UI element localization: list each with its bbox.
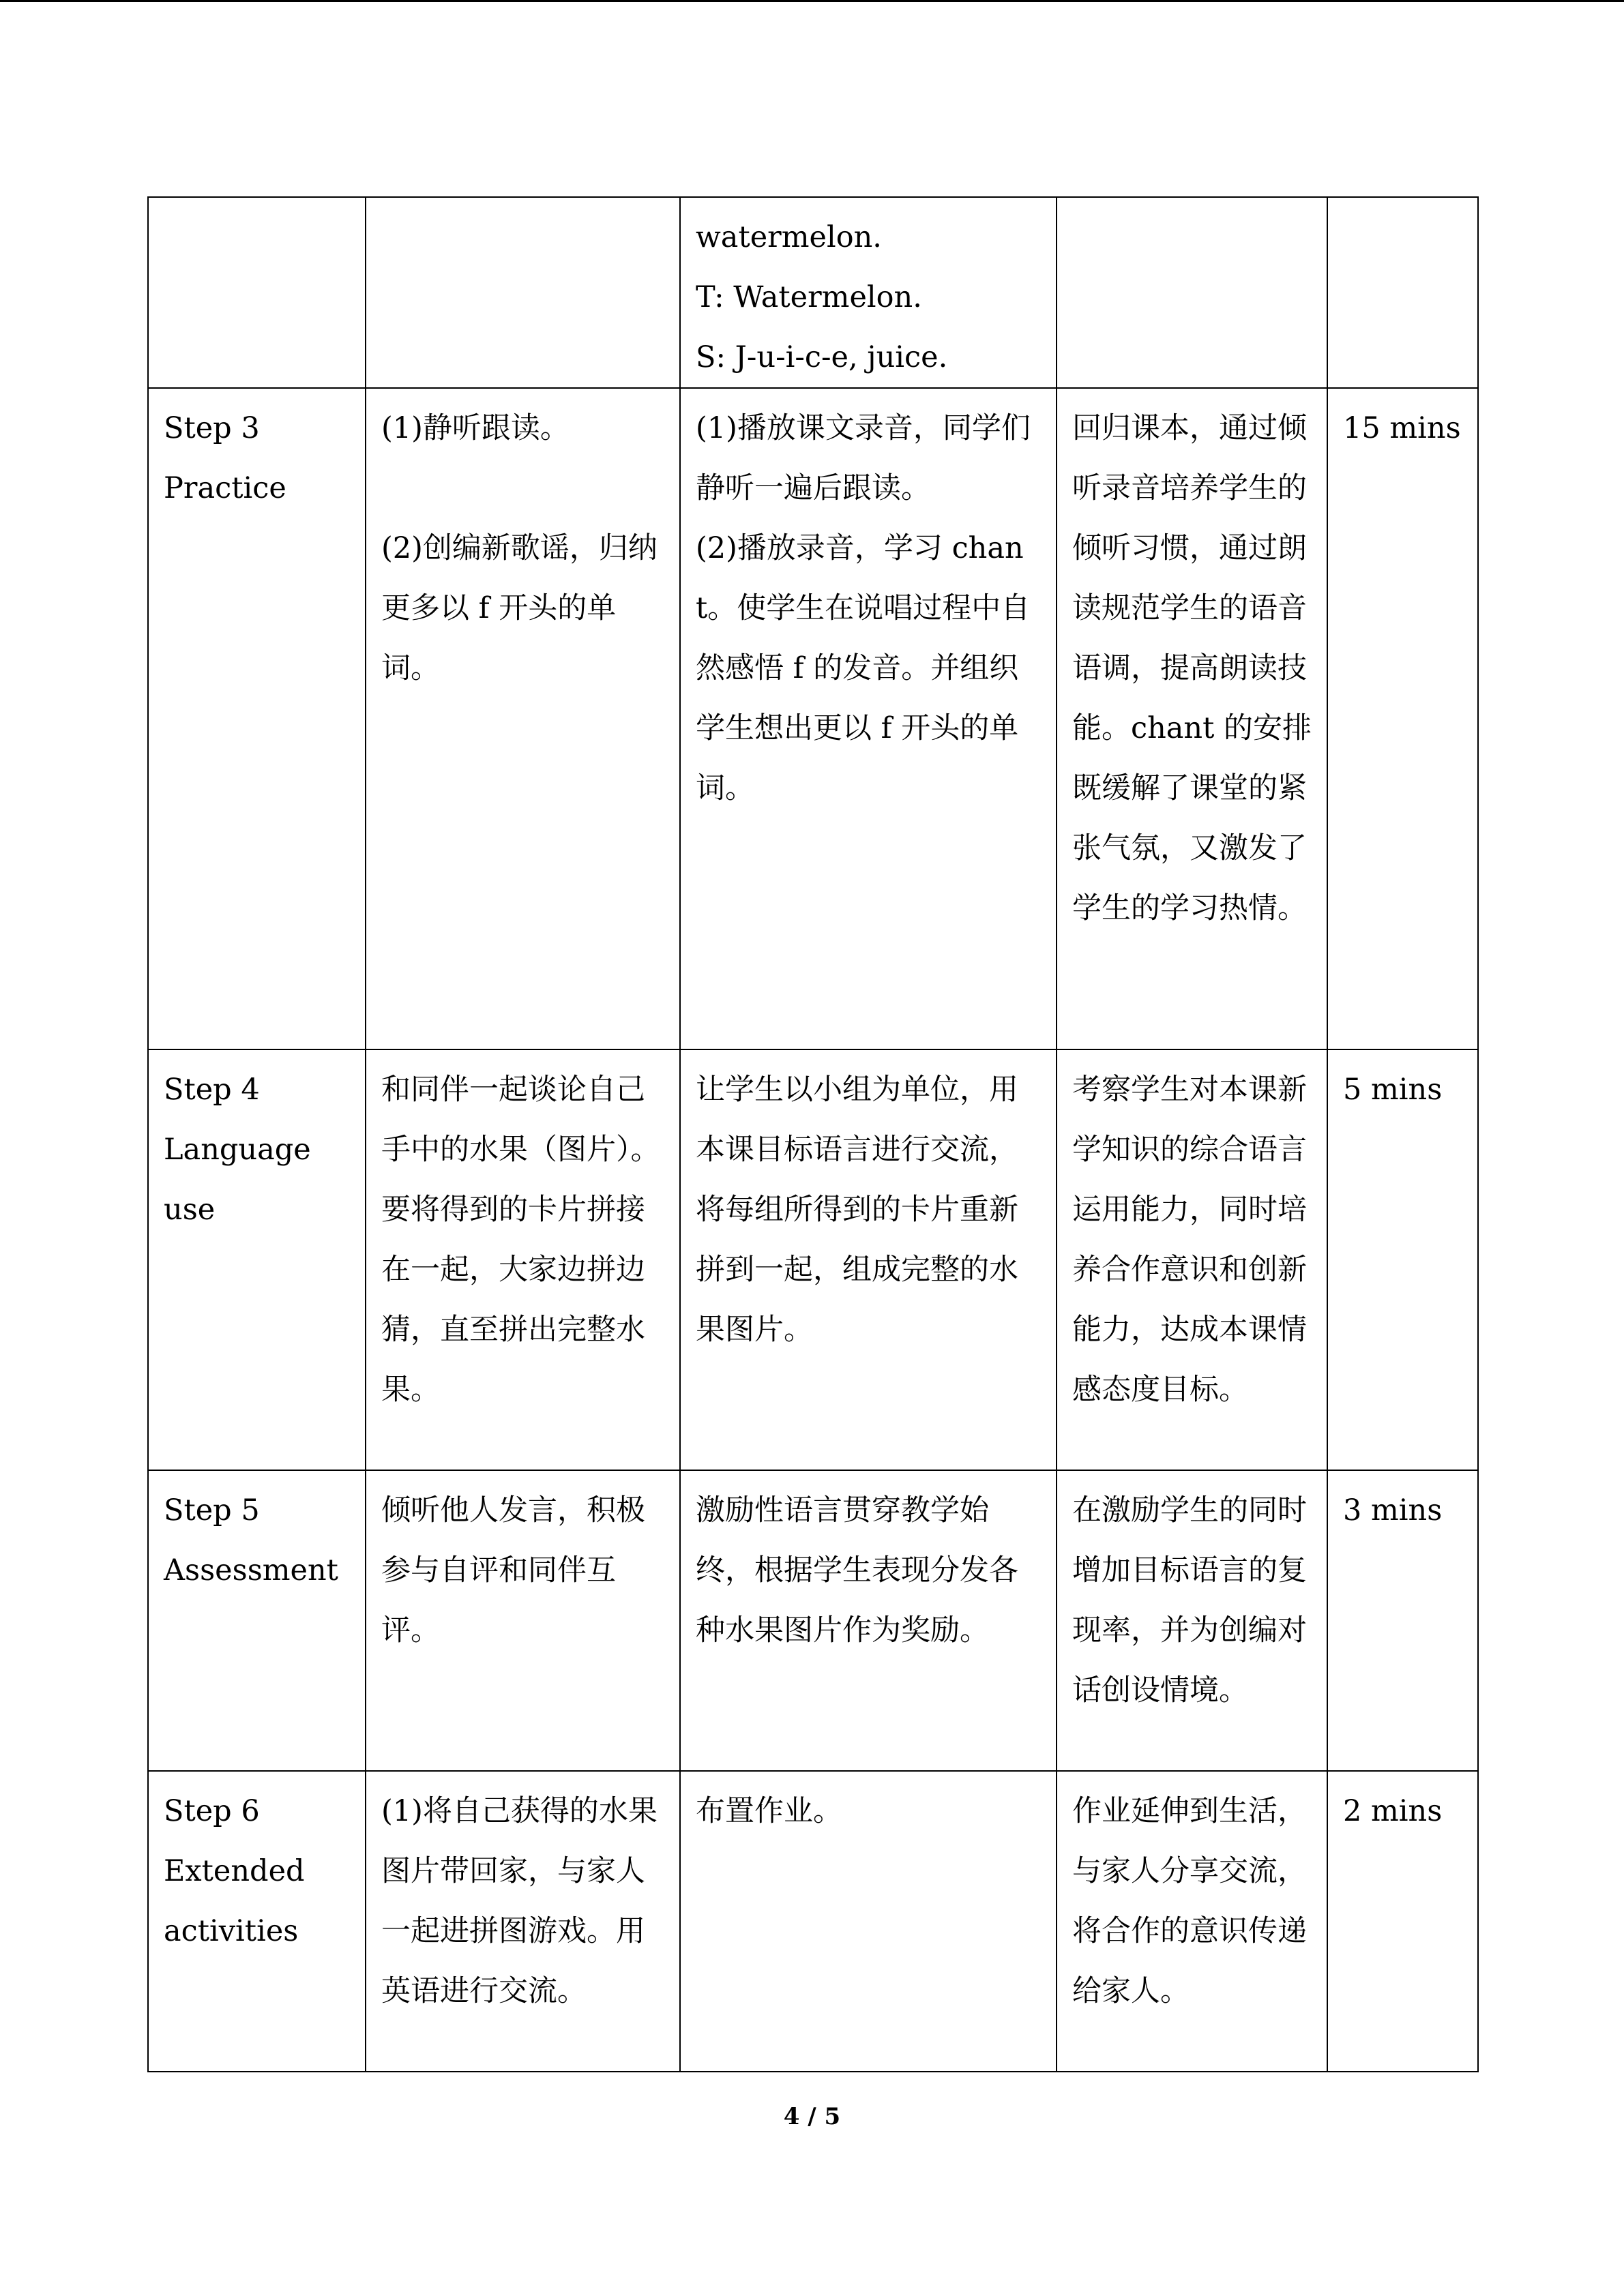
step-cell: Step 5 Assessment [148, 1470, 366, 1771]
teacher-activity-cell: 让学生以小组为单位，用本课目标语言进行交流，将每组所得到的卡片重新拼到一起，组成完整的水果图片。 [680, 1049, 1057, 1470]
student-activity-cell [366, 197, 680, 388]
student-activity-cell: (1)静听跟读。 (2)创编新歌谣，归纳更多以 f 开头的单词。 [366, 388, 680, 1049]
student-activity-cell: 和同伴一起谈论自己手中的水果（图片）。要将得到的卡片拼接在一起，大家边拼边猜，直至拼出完整水果。 [366, 1049, 680, 1470]
design-purpose-cell [1057, 197, 1327, 388]
step-cell: Step 6 Extended activities [148, 1771, 366, 2072]
teacher-activity-cell: 激励性语言贯穿教学始终，根据学生表现分发各种水果图片作为奖励。 [680, 1470, 1057, 1771]
design-purpose-cell: 考察学生对本课新学知识的综合语言运用能力，同时培养合作意识和创新能力，达成本课情感态度目标。 [1057, 1049, 1327, 1470]
teacher-activity-cell: 布置作业。 [680, 1771, 1057, 2072]
time-cell: 15 mins [1327, 388, 1478, 1049]
table-row [148, 1049, 1478, 1470]
time-cell: 2 mins [1327, 1771, 1478, 2072]
table-row [148, 1470, 1478, 1771]
lesson-plan-table [147, 196, 1479, 2072]
design-purpose-cell: 在激励学生的同时增加目标语言的复现率，并为创编对话创设情境。 [1057, 1470, 1327, 1771]
design-purpose-cell: 回归课本，通过倾听录音培养学生的倾听习惯，通过朗读规范学生的语音语调，提高朗读技能。chant 的安排既缓解了课堂的紧张气氛，又激发了学生的学习热情。 [1057, 388, 1327, 1049]
step-cell: Step 4 Language use [148, 1049, 366, 1470]
table-row [148, 197, 1478, 388]
page-number: 4 / 5 [783, 2103, 841, 2130]
table-row [148, 1771, 1478, 2072]
student-activity-cell: 倾听他人发言，积极参与自评和同伴互评。 [366, 1470, 680, 1771]
design-purpose-cell: 作业延伸到生活，与家人分享交流，将合作的意识传递给家人。 [1057, 1771, 1327, 2072]
time-cell [1327, 197, 1478, 388]
teacher-activity-cell: (1)播放课文录音，同学们静听一遍后跟读。 (2)播放录音，学习 chant。使学生在说唱过程中自然感悟 f 的发音。并组织学生想出更以 f 开头的单词。 [680, 388, 1057, 1049]
step-cell [148, 197, 366, 388]
student-activity-cell: (1)将自己获得的水果图片带回家，与家人一起进拼图游戏。用英语进行交流。 [366, 1771, 680, 2072]
time-cell: 5 mins [1327, 1049, 1478, 1470]
teacher-activity-cell: watermelon. T: Watermelon. S: J-u-i-c-e, juice. [680, 197, 1057, 388]
page-top-rule [0, 0, 1624, 2]
step-cell: Step 3 Practice [148, 388, 366, 1049]
time-cell: 3 mins [1327, 1470, 1478, 1771]
table-row [148, 388, 1478, 1049]
